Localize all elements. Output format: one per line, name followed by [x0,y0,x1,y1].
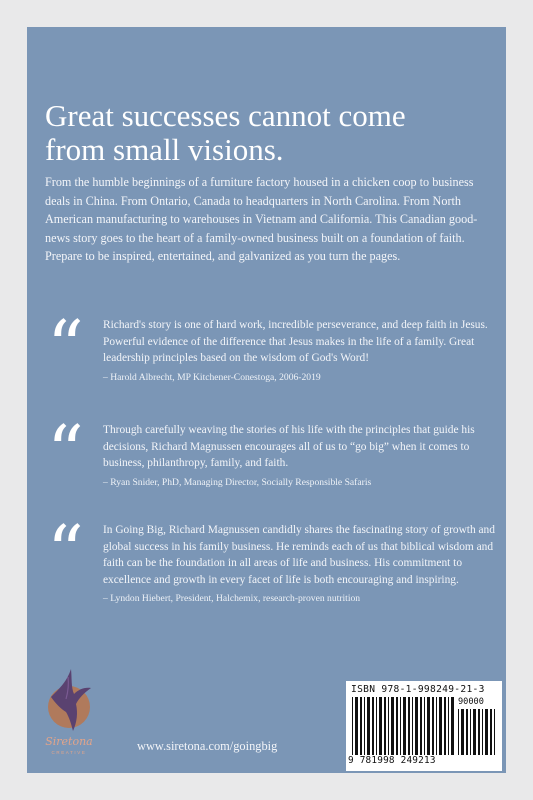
barcode-bar [367,697,370,755]
endorsement-text [103,522,495,608]
barcode-bar [372,697,374,755]
barcode-bar [424,697,425,755]
barcode-bar [376,697,377,755]
endorsement-2-attribution: – Ryan Snider, PhD, Managing Director, Socially Responsible Safaris [103,476,372,488]
barcode-bar [391,697,394,755]
barcode-bar [478,709,480,755]
barcode-bar [439,697,442,755]
addon-barcode-icon [458,709,498,755]
barcode-bar [396,697,398,755]
barcode-bar [364,697,365,755]
barcode-digits: 9 781998 249213 [348,755,436,766]
website-url: www.siretona.com/goingbig [137,739,278,753]
barcode-bar [436,697,437,755]
barcode-bar [360,697,362,755]
publisher-subtitle: CREATIVE [51,750,87,755]
barcode-bar [451,697,454,755]
endorsement-1-attribution: – Harold Albrecht, MP Kitchener-Conestoga, 2006-2019 [103,371,321,383]
back-cover [27,27,506,773]
barcode-bar [352,697,353,755]
addon-code: 90000 [458,697,484,707]
barcode-bar [482,709,483,755]
barcode-bar [485,709,488,755]
barcode-bar [466,709,468,755]
ean-barcode-icon [352,697,456,755]
quote-mark-icon: “ [47,305,84,389]
headline [45,99,485,167]
barcode-bar [420,697,422,755]
endorsement-text [103,317,495,386]
barcode-bar [458,709,459,755]
isbn-label: ISBN 978-1-998249-21-3 [351,684,485,695]
barcode-bar [400,697,401,755]
headline-line-2: from small visions. [45,132,284,167]
barcode-bar [461,709,464,755]
endorsement-text [103,422,495,491]
publisher-name: Siretona [45,735,93,748]
barcode-bar [415,697,418,755]
endorsement-3-text: In Going Big, Richard Magnussen candidly shares the fascinating story of growth and global success in his family business. He reminds each of us that biblical wisdom and faith can be the foundation in all areas of life and business. His commitment to excellence and growth in every facet of life is both encouraging and inspiring. [103,524,495,586]
barcode-bar [494,709,495,755]
barcode-bar [408,697,410,755]
barcode-bar [384,697,386,755]
headline-line-1: Great successes cannot come [45,98,406,133]
quote-mark-icon: “ [47,410,84,494]
endorsement-3-attribution: – Lyndon Hiebert, President, Halchemix, research-proven nutrition [103,593,361,605]
barcode-bar [427,697,430,755]
publisher-logo [41,667,97,763]
barcode-bar [403,697,406,755]
isbn-barcode [346,681,502,771]
barcode-bar [432,697,434,755]
barcode-bar [379,697,382,755]
endorsement-1-text: Richard's story is one of hard work, incredible perseverance, and deep faith in Jesus. Powerful evidence of the difference that Jesus makes in the life of a family. Great leadership principles based on the wisdom of God's Word! [103,319,488,365]
endorsement-2-text: Through carefully weaving the stories of his life with the principles that guide his decisions, Richard Magnussen encourages all of us to “go big” when it comes to business, philanthropy, family, and faith. [103,424,475,470]
bird-logo-icon [41,667,97,737]
barcode-bar [355,697,358,755]
intro-paragraph: From the humble beginnings of a furniture factory housed in a chicken coop to business deals in China. From Ontario, Canada to headquarters in North Carolina. From North American manufacturing to warehouses in Vietnam and California. This Canadian good-news story goes to the heart of a family-owned business built on a foundation of faith. Prepare to be inspired, entertained, and galvanized as you turn the pages. [45,175,478,264]
barcode-bar [470,709,471,755]
quote-mark-icon: “ [47,510,84,594]
barcode-bar [448,697,449,755]
barcode-bar [388,697,389,755]
barcode-bar [490,709,492,755]
barcode-bar [444,697,446,755]
barcode-bar [473,709,476,755]
barcode-bar [412,697,413,755]
